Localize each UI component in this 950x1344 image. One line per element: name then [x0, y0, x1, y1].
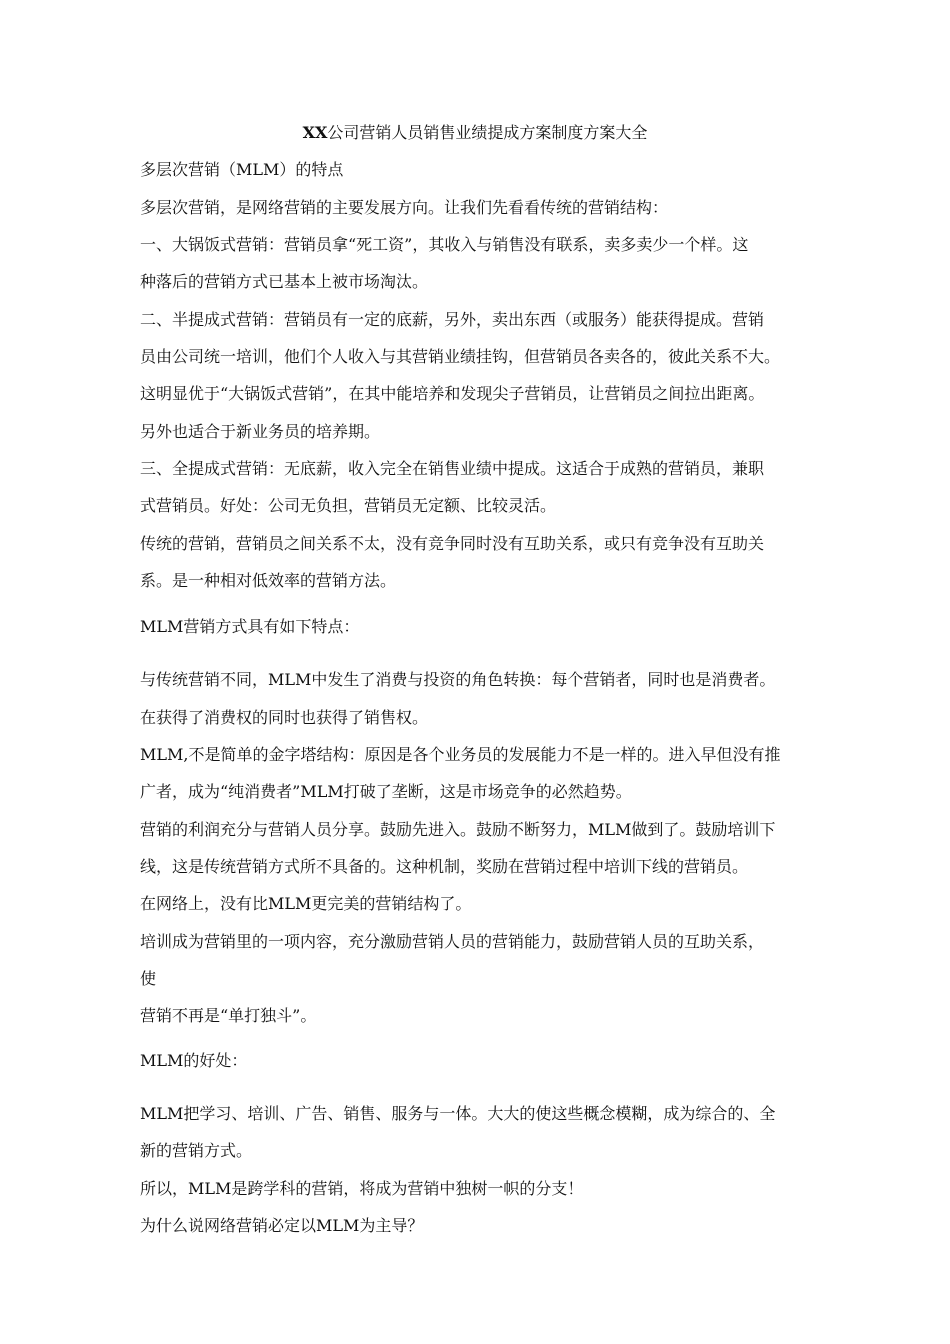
paragraph-line: MLM,不是简单的金字塔结构：原因是各个业务员的发展能力不是一样的。进入早但没有推: [140, 745, 781, 764]
paragraph-line: 与传统营销不同，MLM中发生了消费与投资的角色转换：每个营销者，同时也是消费者。: [140, 670, 776, 689]
title-prefix: XX: [302, 123, 328, 142]
paragraph-line: 一、大锅饭式营销：营销员拿“死工资”，其收入与销售没有联系，卖多卖少一个样。这: [140, 235, 749, 254]
paragraph-line: 营销的利润充分与营销人员分享。鼓励先进入。鼓励不断努力，MLM做到了。鼓励培训下: [140, 820, 776, 839]
paragraph-line: 在获得了消费权的同时也获得了销售权。: [140, 708, 429, 727]
paragraph-line: 使: [140, 969, 157, 988]
title-text: 公司营销人员销售业绩提成方案制度方案大全: [327, 123, 648, 142]
paragraph-line: 新的营销方式。: [140, 1141, 253, 1160]
paragraph-line: 这明显优于“大锅饭式营销”，在其中能培养和发现尖子营销员，让营销员之间拉出距离。: [140, 384, 765, 403]
section-heading-mlm-benefits: MLM的好处：: [140, 1051, 248, 1070]
paragraph-line: 二、半提成式营销：营销员有一定的底薪，另外，卖出东西（或服务）能获得提成。营销: [140, 310, 765, 329]
paragraph-line: 为什么说网络营销必定以MLM为主导？: [140, 1216, 424, 1235]
paragraph-line: 三、全提成式营销：无底薪，收入完全在销售业绩中提成。这适合于成熟的营销员，兼职: [140, 459, 765, 478]
paragraph-line: 多层次营销，是网络营销的主要发展方向。让我们先看看传统的营销结构：: [140, 198, 669, 217]
section-heading-mlm-features: 多层次营销（MLM）的特点: [140, 160, 344, 179]
paragraph-line: 传统的营销，营销员之间关系不太，没有竞争同时没有互助关系，或只有竞争没有互助关: [140, 534, 765, 553]
paragraph-line: 员由公司统一培训，他们个人收入与其营销业绩挂钩，但营销员各卖各的，彼此关系不大。: [140, 347, 781, 366]
paragraph-line: 在网络上，没有比MLM更完美的营销结构了。: [140, 894, 472, 913]
document-title: [0, 121, 950, 145]
paragraph-line: MLM把学习、培训、广告、销售、服务与一体。大大的使这些概念模糊，成为综合的、全: [140, 1104, 776, 1123]
paragraph-line: 培训成为营销里的一项内容，充分激励营销人员的营销能力，鼓励营销人员的互助关系，: [140, 932, 765, 951]
paragraph-line: 式营销员。好处：公司无负担，营销员无定额、比较灵活。: [140, 496, 557, 515]
paragraph-line: 所以，MLM是跨学科的营销，将成为营销中独树一帜的分支！: [140, 1179, 584, 1198]
paragraph-line: 营销不再是“单打独斗”。: [140, 1006, 317, 1025]
section-heading-mlm-traits: MLM营销方式具有如下特点：: [140, 617, 360, 636]
paragraph-line: 系。是一种相对低效率的营销方法。: [140, 571, 397, 590]
paragraph-line: 种落后的营销方式已基本上被市场淘汰。: [140, 272, 429, 291]
paragraph-line: 广者，成为“纯消费者”MLM打破了垄断，这是市场竞争的必然趋势。: [140, 782, 632, 801]
paragraph-line: 线，这是传统营销方式所不具备的。这种机制，奖励在营销过程中培训下线的营销员。: [140, 857, 749, 876]
paragraph-line: 另外也适合于新业务员的培养期。: [140, 422, 381, 441]
